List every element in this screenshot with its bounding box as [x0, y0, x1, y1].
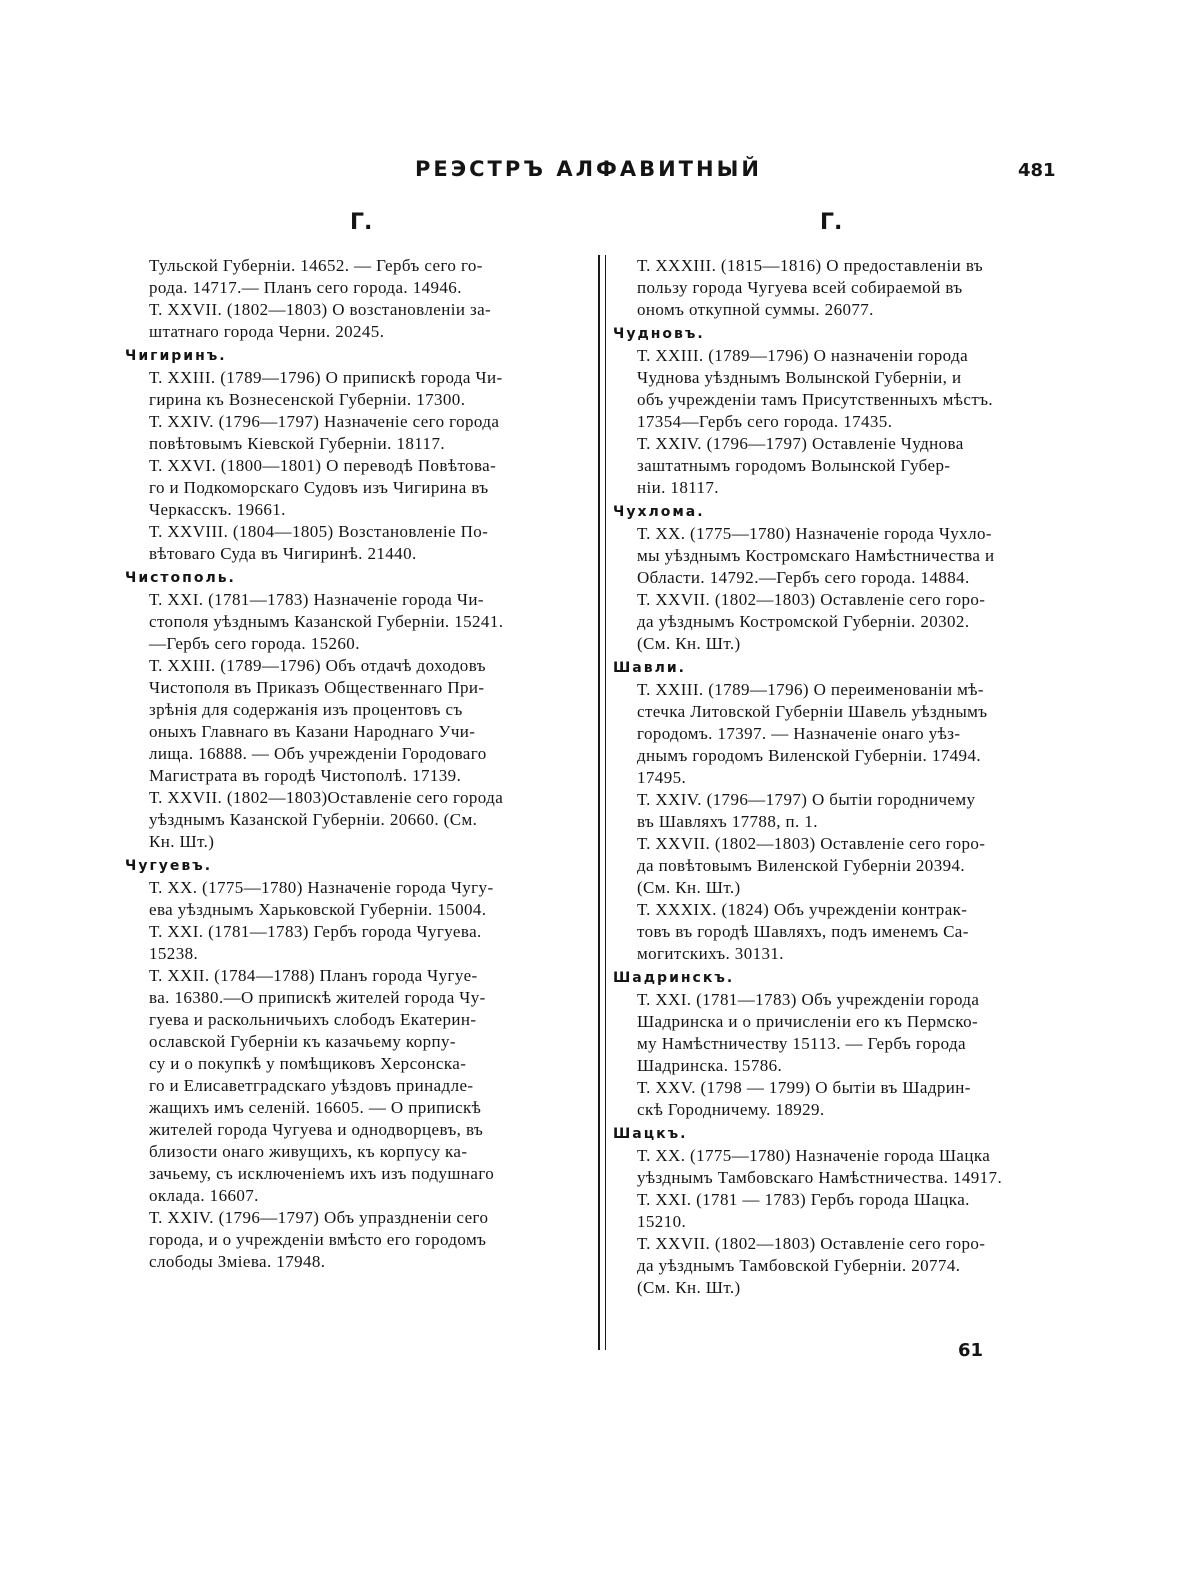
- entry-text-line: мы уѣзднымъ Костромскаго Намѣстничества и: [637, 546, 995, 565]
- entry-text-line: могитскихъ. 30131.: [637, 944, 784, 963]
- entry-text-line: слободы Зміева. 17948.: [149, 1252, 326, 1271]
- page-number: 481: [1018, 160, 1056, 181]
- entry-text-line: повѣтовымъ Кіевской Губерніи. 18117.: [149, 434, 445, 453]
- entry-heading: Чугуевъ.: [125, 858, 213, 874]
- entry-text-line: Т. XX. (1775—1780) Назначеніе города Чугу-: [149, 878, 494, 897]
- entry-text-line: Т. XXIV. (1796—1797) О бытіи городничему: [637, 790, 976, 809]
- entry-text-line: 15238.: [149, 944, 199, 963]
- entry-text-line: днымъ городомъ Виленской Губерніи. 17494.: [637, 746, 981, 765]
- entry-text-line: 17495.: [637, 768, 687, 787]
- entry-text-line: Т. XXV. (1798 — 1799) О бытіи въ Шадрин-: [637, 1078, 971, 1097]
- entry-text-line: Тульской Губерніи. 14652. — Гербъ сего го-: [149, 256, 483, 275]
- entry-heading: Чудновъ.: [613, 326, 705, 342]
- entry-heading: Шацкъ.: [613, 1126, 688, 1142]
- entry-text-line: (См. Кн. Шт.): [637, 878, 741, 897]
- entry-text-line: су и о покупкѣ у помѣщиковъ Херсонска-: [149, 1054, 467, 1073]
- entry-text-line: городомъ. 17397. — Назначеніе онаго уѣз-: [637, 724, 961, 743]
- entry-text-line: заштатнымъ городомъ Волынской Губер-: [637, 456, 951, 475]
- entry-text-line: (См. Кн. Шт.): [637, 634, 741, 653]
- entry-text-line: Т. XXIV. (1796—1797) Назначеніе сего города: [149, 412, 500, 431]
- entry-text-line: (См. Кн. Шт.): [637, 1278, 741, 1297]
- entry-text-line: 15210.: [637, 1212, 687, 1231]
- entry-text-line: ономъ откупной суммы. 26077.: [637, 300, 874, 319]
- entry-text-line: Кн. Шт.): [149, 832, 215, 851]
- entry-heading: Шадринскъ.: [613, 970, 735, 986]
- entry-text-line: въ Шавляхъ 17788, п. 1.: [637, 812, 818, 831]
- entry-text-line: да повѣтовымъ Виленской Губерніи 20394.: [637, 856, 966, 875]
- entry-text-line: лища. 16888. — Объ учрежденіи Городоваго: [149, 744, 487, 763]
- entry-text-line: ва. 16380.—О припискѣ жителей города Чу-: [149, 988, 486, 1007]
- entry-text-line: го и Елисаветградскаго уѣздовъ принадле-: [149, 1076, 474, 1095]
- entry-text-line: го и Подкоморскаго Судовъ изъ Чигирина въ: [149, 478, 489, 497]
- entry-text-line: ніи. 18117.: [637, 478, 719, 497]
- entry-text-line: жащихъ имъ селеній. 16605. — О припискѣ: [149, 1098, 482, 1117]
- entry-text-line: Шадринска. 15786.: [637, 1056, 783, 1075]
- signature-number: 61: [958, 1340, 984, 1361]
- entry-heading: Чистополь.: [125, 570, 236, 586]
- entry-text-line: Т. XXIV. (1796—1797) Оставленіе Чуднова: [637, 434, 964, 453]
- entry-text-line: му Намѣстничеству 15113. — Гербъ города: [637, 1034, 966, 1053]
- left-column-heading: Г.: [350, 210, 373, 235]
- entry-text-line: Т. XX. (1775—1780) Назначеніе города Шацка: [637, 1146, 991, 1165]
- entry-text-line: Т. XXIII. (1789—1796) О переименованіи мѣ-: [637, 680, 984, 699]
- right-column: [613, 255, 1068, 1299]
- entry-text-line: уѣзднымъ Казанской Губерніи. 20660. (См.: [149, 810, 478, 829]
- entry-text-line: города, и о учрежденіи вмѣсто его городомъ: [149, 1230, 487, 1249]
- entry-text-line: товъ въ городѣ Шавляхъ, подъ именемъ Са-: [637, 922, 969, 941]
- entry-text-line: Т. XXVII. (1802—1803) Оставленіе сего горо-: [637, 1234, 986, 1253]
- entry-text-line: 17354—Гербъ сего города. 17435.: [637, 412, 893, 431]
- entry-text-line: Т. XXIV. (1796—1797) Объ упраздненіи сего: [149, 1208, 489, 1227]
- entry-text-line: да уѣзднымъ Тамбовской Губерніи. 20774.: [637, 1256, 961, 1275]
- entry-heading: Чухлома.: [613, 504, 705, 520]
- entry-heading: Чигиринъ.: [125, 348, 227, 364]
- entry-text-line: Т. XXI. (1781 — 1783) Гербъ города Шацка.: [637, 1190, 970, 1209]
- entry-text-line: гирина къ Вознесенской Губерніи. 17300.: [149, 390, 466, 409]
- entry-text-line: Магистрата въ городѣ Чистополѣ. 17139.: [149, 766, 462, 785]
- entry-text-line: стечка Литовской Губерніи Шавель уѣзднымъ: [637, 702, 988, 721]
- left-column: [125, 255, 590, 1273]
- entry-text-line: Чуднова уѣзднымъ Волынской Губерніи, и: [637, 368, 962, 387]
- entry-text-line: зачьему, съ исключеніемъ ихъ изъ подушнаго: [149, 1164, 495, 1183]
- entry-text-line: —Гербъ сего города. 15260.: [149, 634, 360, 653]
- entry-text-line: жителей города Чугуева и однодворцевъ, въ: [149, 1120, 484, 1139]
- entry-text-line: оныхъ Главнаго въ Казани Народнаго Учи-: [149, 722, 476, 741]
- entry-text-line: гуева и раскольничьихъ слободъ Екатерин-: [149, 1010, 477, 1029]
- entry-text-line: Т. XXXIX. (1824) Объ учрежденіи контрак-: [637, 900, 968, 919]
- entry-text-line: штатнаго города Черни. 20245.: [149, 322, 385, 341]
- entry-text-line: да уѣзднымъ Костромской Губерніи. 20302.: [637, 612, 970, 631]
- entry-text-line: Т. XXII. (1784—1788) Планъ города Чугуе-: [149, 966, 478, 985]
- entry-text-line: Т. XXVII. (1802—1803) Оставленіе сего горо-: [637, 590, 986, 609]
- entry-text-line: Области. 14792.—Гербъ сего города. 14884.: [637, 568, 970, 587]
- entry-text-line: зрѣнія для содержанія изъ процентовъ съ: [149, 700, 463, 719]
- entry-text-line: Т. XXVII. (1802—1803) Оставленіе сего горо-: [637, 834, 986, 853]
- entry-text-line: скѣ Городничему. 18929.: [637, 1100, 825, 1119]
- column-divider: [598, 255, 606, 1350]
- entry-text-line: Чистополя въ Приказъ Общественнаго При-: [149, 678, 485, 697]
- entry-text-line: Черкасскъ. 19661.: [149, 500, 286, 519]
- entry-text-line: вѣтоваго Суда въ Чигиринѣ. 21440.: [149, 544, 417, 563]
- entry-text-line: близости онаго живущихъ, къ корпусу ка-: [149, 1142, 468, 1161]
- entry-text-line: оклада. 16607.: [149, 1186, 259, 1205]
- entry-text-line: Шадринска и о причисленіи его къ Пермско-: [637, 1012, 979, 1031]
- entry-text-line: пользу города Чугуева всей собираемой въ: [637, 278, 963, 297]
- entry-text-line: Т. XXVII. (1802—1803)Оставленіе сего города: [149, 788, 504, 807]
- entry-text-line: Т. XXI. (1781—1783) Назначеніе города Чи-: [149, 590, 484, 609]
- entry-text-line: рода. 14717.— Планъ сего города. 14946.: [149, 278, 462, 297]
- entry-text-line: ева уѣзднымъ Харьковской Губерніи. 15004.: [149, 900, 487, 919]
- entry-text-line: Т. XXI. (1781—1783) Объ учрежденіи города: [637, 990, 980, 1009]
- entry-text-line: Т. XXXIII. (1815—1816) О предоставленіи въ: [637, 256, 984, 275]
- page-title: РЕЭСТРЪ АЛФАВИТНЫЙ: [415, 157, 762, 181]
- entry-heading: Шавли.: [613, 660, 686, 676]
- entry-text-line: Т. XXIII. (1789—1796) О назначеніи города: [637, 346, 969, 365]
- entry-text-line: объ учрежденіи тамъ Присутственныхъ мѣстъ.: [637, 390, 994, 409]
- entry-text-line: ославской Губерніи къ казачьему корпу-: [149, 1032, 456, 1051]
- entry-text-line: Т. XXVII. (1802—1803) О возстановленіи за-: [149, 300, 492, 319]
- entry-text-line: Т. XXVI. (1800—1801) О переводѣ Повѣтова-: [149, 456, 497, 475]
- entry-text-line: стополя уѣзднымъ Казанской Губерніи. 15241.: [149, 612, 504, 631]
- entry-text-line: Т. XXI. (1781—1783) Гербъ города Чугуева.: [149, 922, 482, 941]
- right-column-heading: Г.: [820, 210, 843, 235]
- entry-text-line: Т. XX. (1775—1780) Назначеніе города Чухло-: [637, 524, 992, 543]
- entry-text-line: уѣзднымъ Тамбовскаго Намѣстничества. 14917.: [637, 1168, 1003, 1187]
- entry-text-line: Т. XXIII. (1789—1796) Объ отдачѣ доходовъ: [149, 656, 486, 675]
- entry-text-line: Т. XXVIII. (1804—1805) Возстановленіе По-: [149, 522, 489, 541]
- entry-text-line: Т. XXIII. (1789—1796) О припискѣ города Чи-: [149, 368, 503, 387]
